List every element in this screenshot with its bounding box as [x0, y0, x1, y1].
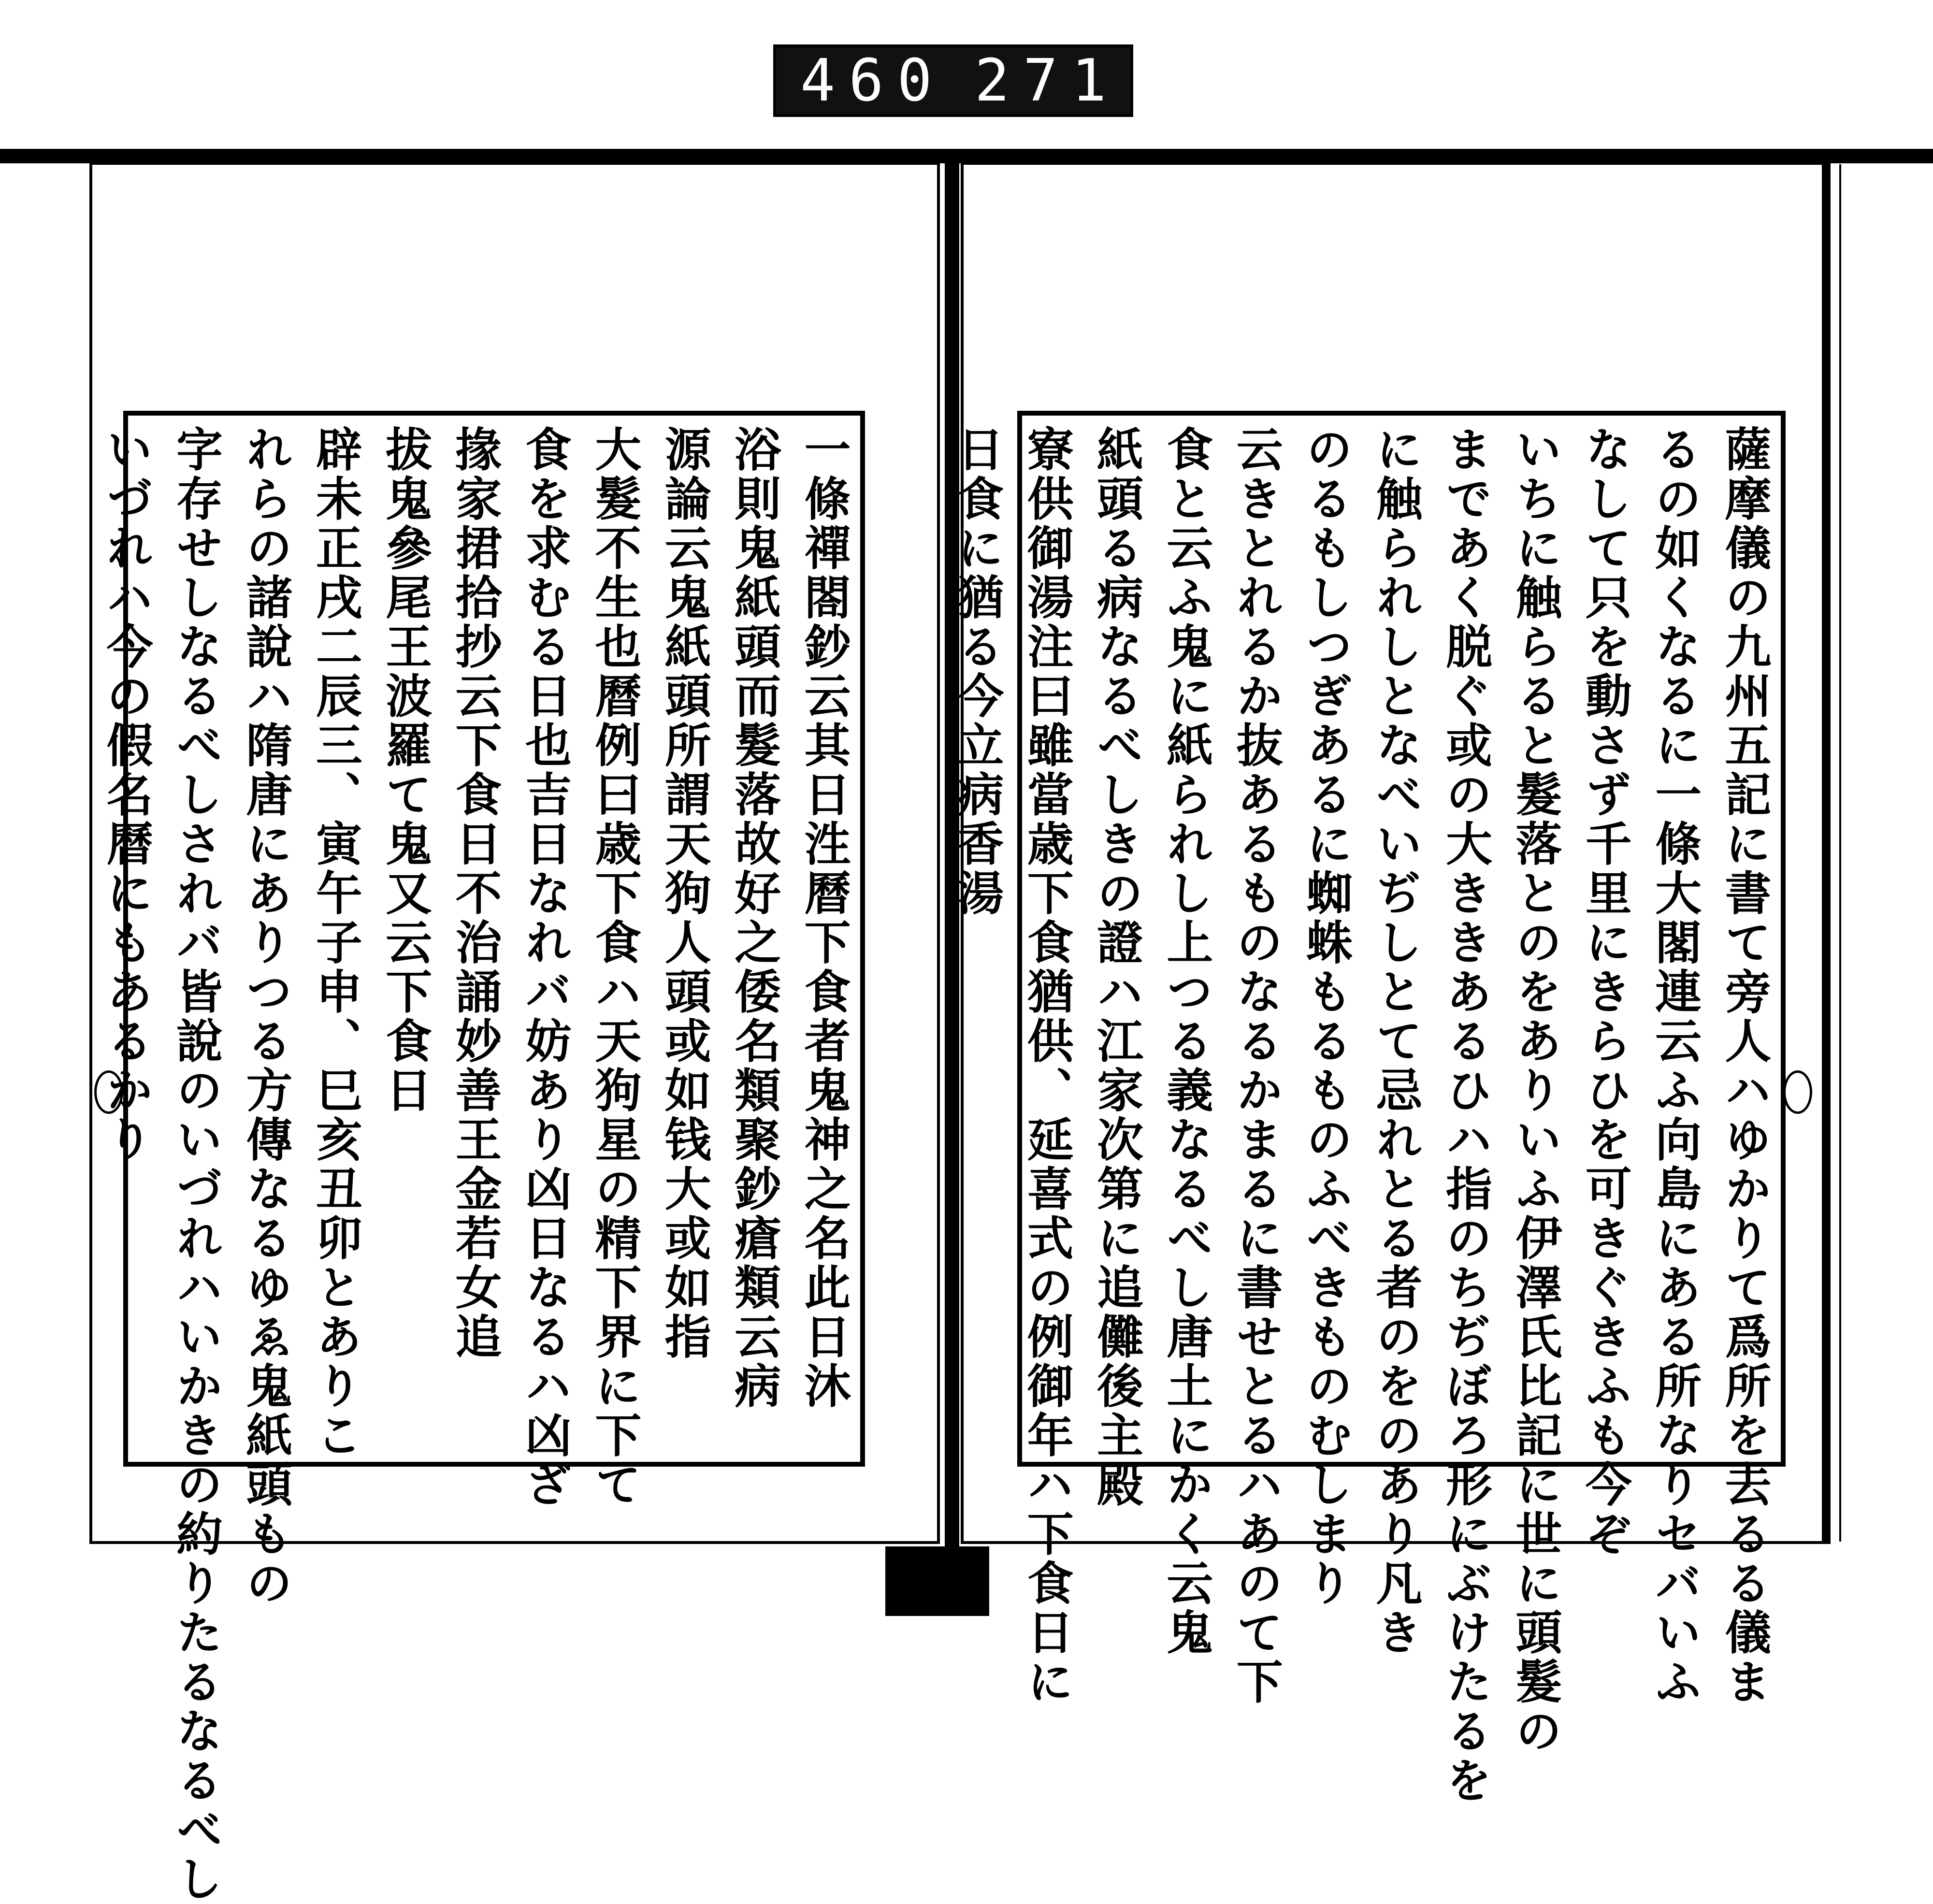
right-text-column: まであく脱ぐ或の大ききあるひハ指のちぢぼろ形にぶけたるを — [1438, 425, 1493, 1805]
right-text-column: 日食に猶る今立病香湯 — [950, 425, 1005, 918]
right-text-column: るの如くなるに一條大閣連云ふ向島にある所なりセバいふ — [1647, 425, 1702, 1707]
right-text-column: 食と云ふ鬼に紙られし上つる義なるべし唐土にかく云鬼 — [1159, 425, 1214, 1658]
header-rule — [0, 149, 1933, 163]
left-text-column: 大髮不生也曆例曰歳下食ハ天狗星の精下界に下て — [587, 425, 642, 1510]
left-text-column: 拔鬼參尾王波羅て鬼又云下食日 — [378, 425, 433, 1115]
book-fore-edge — [1822, 164, 1841, 1542]
left-page-text-block — [99, 411, 865, 1904]
right-text-column: に触られしとなべいぢしとて忌れとる者のをのあり凡き — [1369, 425, 1424, 1658]
left-text-column: 食を求むる日也吉日なれバ妨あり凶日なるハ凶ざ — [518, 425, 573, 1510]
right-text-column: 薩摩儀の九州五記に書て旁人ハゆかりて爲所を去るる儀ま — [1717, 425, 1772, 1707]
spine-foot-mark — [885, 1546, 989, 1616]
right-text-column: 紙頭る病なるべしきの證ハ江家次第に追儺後主殿 — [1089, 425, 1144, 1510]
left-text-column: 浴則鬼紙頭而髮落故好之倭名類聚鈔瘡類云病 — [727, 425, 782, 1411]
catalog-number: 460 — [800, 47, 946, 115]
right-page-marker-icon — [1783, 1070, 1812, 1114]
left-text-column: 源論云鬼紙頭所謂天狗人頭或如钱大或如指 — [657, 425, 712, 1362]
right-page-text-block — [950, 411, 1786, 1805]
left-text-column: 字存せしなるべしされバ皆說のいづれハいかきの約りたるなるべし — [169, 425, 224, 1904]
catalog-number-label — [773, 44, 1133, 117]
right-text-column: なして只を動さず千里にきらひを可きぐきふも今ぞ — [1578, 425, 1633, 1559]
left-text-column: 一條禪閤鈔云其日泩曆下食者鬼神之名此日沐 — [797, 425, 851, 1411]
left-text-column: 掾家捃拾抄云下食日不治誦妙善王金若女追 — [448, 425, 503, 1362]
catalog-subnumber: 271 — [974, 47, 1120, 115]
right-text-column: 云きとれるか抜あるものなるかまるに書せとるハあのて下 — [1229, 425, 1284, 1707]
right-text-column: 寮供御湯注曰雖當歳下食猶供、延喜式の例御年ハ下食日に — [1020, 425, 1075, 1707]
left-text-column: れらの諸說ハ隋唐にありつる方傳なるゆゑ鬼紙頭もの — [238, 425, 293, 1608]
right-text-column: のるもしつぎあるに蜘蛛もるものふべきものむしまり — [1298, 425, 1354, 1608]
right-text-column: いちに触らると髮落とのをありいふ伊澤氏比記に世に頭髮の — [1508, 425, 1563, 1756]
left-text-column: 辟未正戌二辰三、寅午子申、巳亥丑卯とありこ — [308, 425, 363, 1460]
left-text-column: いづれハ今の假名曆にもあるかり — [99, 425, 154, 1165]
